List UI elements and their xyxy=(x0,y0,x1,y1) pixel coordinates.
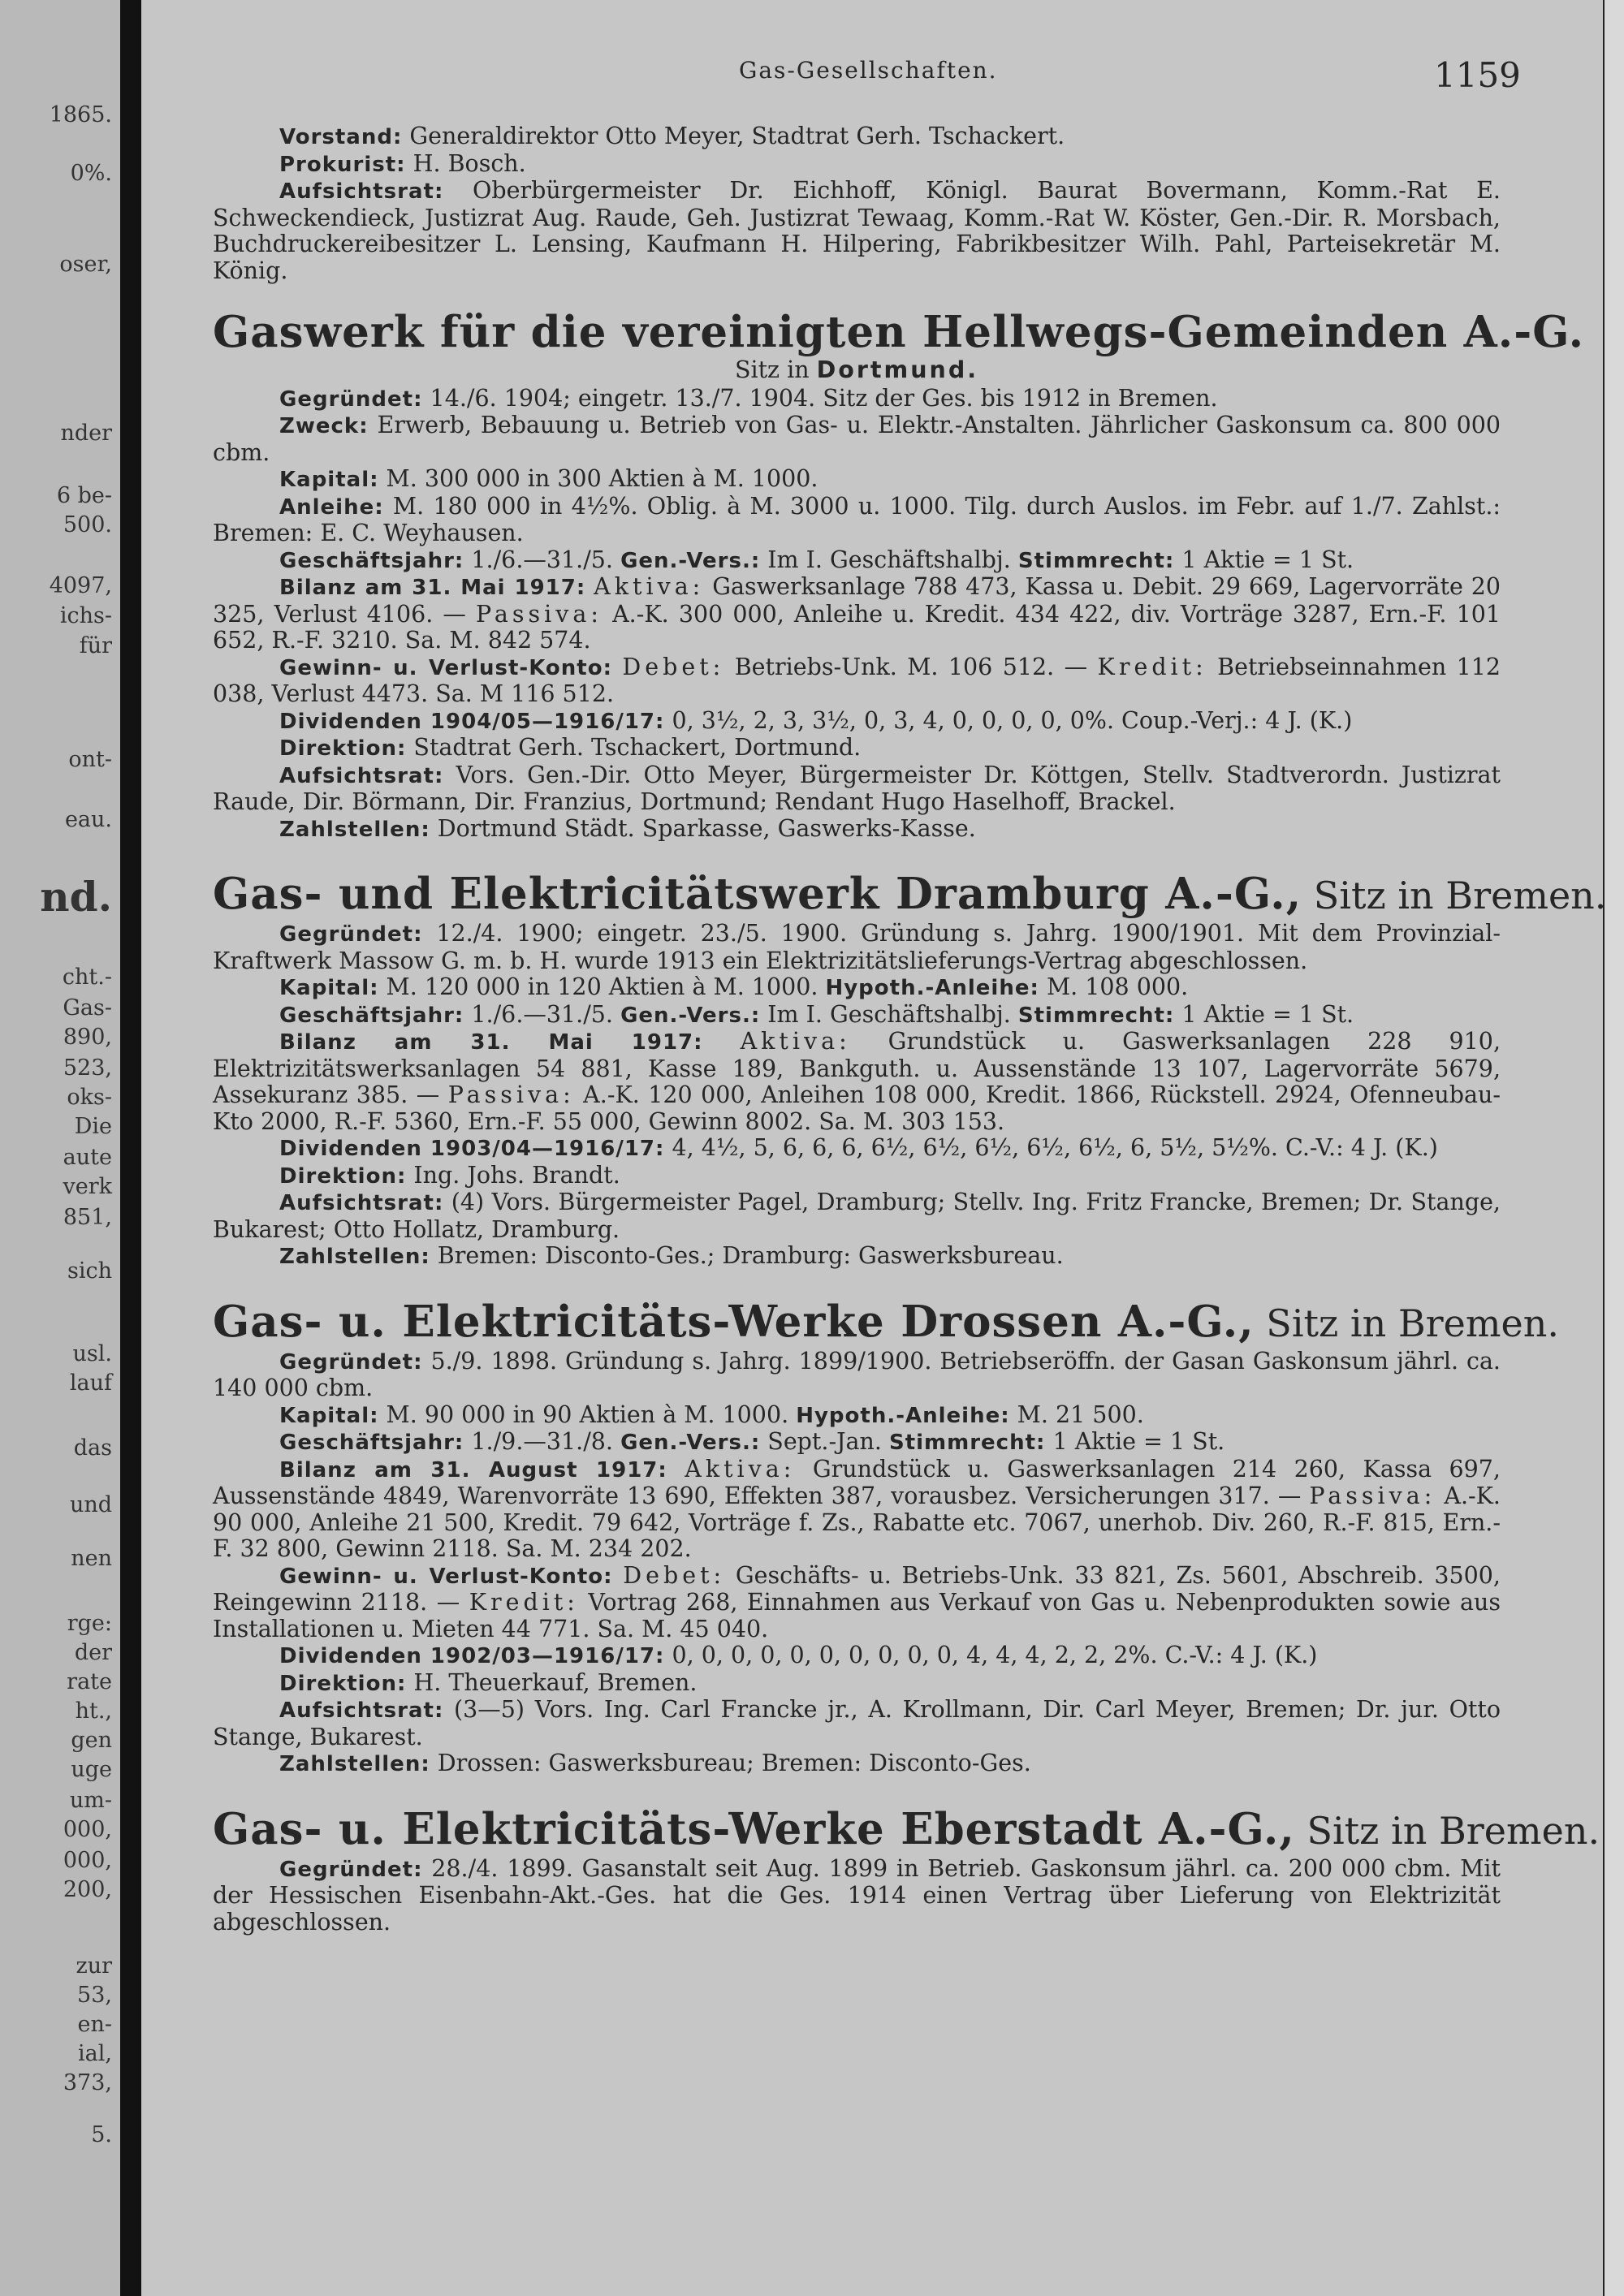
field-value: Im I. Geschäftshalbj. xyxy=(760,1000,1018,1028)
text-column xyxy=(213,123,1607,1936)
left-page-fragment: uge xyxy=(71,1757,112,1782)
entry-direktion xyxy=(213,1670,1501,1698)
field-label: Anleihe: xyxy=(279,494,384,520)
field-value: Drossen: Gaswerksbureau; Bremen: Disconto-Ges. xyxy=(430,1750,1031,1776)
field-value: 0, 3½, 2, 3, 3½, 0, 3, 4, 0, 0, 0, 0, 0%. Coup.-Verj.: 4 J. (K.) xyxy=(664,706,1353,734)
field-value: 0, 0, 0, 0, 0, 0, 0, 0, 0, 0, 4, 4, 4, 2, 2, 2%. C.-V.: 4 J. (K.) xyxy=(664,1642,1318,1668)
left-page-fragment: aute xyxy=(63,1145,112,1170)
field-value: 4, 4½, 5, 6, 6, 6, 6½, 6½, 6½, 6½, 6½, 6, 5½, 5½%. C.-V.: 4 J. (K.) xyxy=(664,1134,1438,1161)
field-value: 5./9. 1898. Gründung s. Jahrg. 1899/1900. Betriebseröffn. der Gasan Gaskonsum jährl. ca. 140 000 cbm. xyxy=(213,1347,1501,1401)
entry-gegruendet xyxy=(213,1349,1501,1402)
entry-bilanz xyxy=(213,1457,1501,1563)
company-name: Gas- u. Elektricitäts-Werke Drossen A.-G., xyxy=(213,1296,1255,1347)
debet-label: Debet: xyxy=(622,653,725,680)
company-title-hellwegs: Gaswerk für die vereinigten Hellwegs-Gemeinden A.-G. xyxy=(213,307,1585,357)
field-value: Sept.-Jan. xyxy=(760,1428,889,1455)
entry-bilanz xyxy=(213,1029,1501,1135)
left-page-fragment: nen xyxy=(71,1546,112,1571)
left-page-fragment: der xyxy=(74,1640,112,1665)
left-page-fragment: rate xyxy=(67,1669,112,1694)
field-value: Dortmund Städt. Sparkasse, Gaswerks-Kasse. xyxy=(430,814,976,842)
field-label: Zahlstellen: xyxy=(279,817,430,842)
field-label: Aufsichtsrat: xyxy=(279,179,444,204)
entry-kapital xyxy=(213,974,1501,1002)
left-page-fragment: 53, xyxy=(77,1983,112,2008)
field-label: Kapital: xyxy=(279,468,379,492)
debet-label: Debet: xyxy=(623,1561,726,1589)
field-label: Aufsichtsrat: xyxy=(279,763,444,788)
entry-dividenden xyxy=(213,1642,1501,1670)
entry-gegruendet xyxy=(213,386,1501,413)
field-label: Stimmrecht: xyxy=(1017,1003,1175,1028)
field-label: Dividenden 1903/04—1916/17: xyxy=(279,1137,665,1161)
field-value: 1 Aktie = 1 St. xyxy=(1174,546,1354,573)
field-label: Hypoth.-Anleihe: xyxy=(796,1403,1010,1428)
left-page-fragment: lauf xyxy=(69,1370,112,1396)
entry-gegruendet xyxy=(213,921,1501,974)
intro-vorstand xyxy=(213,123,1501,151)
field-value: Oberbürgermeister Dr. Eichhoff, Königl. Baurat Bovermann, Komm.-Rat E. Schweckendieck, Justizrat Aug. Raude, Geh. Justizrat Tewaag, Komm.-Rat W. Köster, Gen.-Dir. R. Morsbach, Buchdruckereibesitzer L. Lensing, Kaufmann H. Hilpering, Fabrikbesitzer Wilh. Pahl, Parteisekretär M. König. xyxy=(213,177,1501,284)
field-label: Direktion: xyxy=(279,1163,407,1189)
entry-gegruendet xyxy=(213,1856,1501,1936)
field-label: Prokurist: xyxy=(279,152,406,177)
company-seat xyxy=(213,357,1501,384)
field-label: Gen.-Vers.: xyxy=(620,1003,761,1028)
field-label: Kapital: xyxy=(279,1403,379,1428)
field-value: 1 Aktie = 1 St. xyxy=(1045,1428,1225,1455)
entry-dividenden xyxy=(213,708,1501,736)
seat-prefix: Sitz in xyxy=(734,356,817,383)
company-name: Gas- und Elektricitätswerk Dramburg A.-G., xyxy=(213,869,1302,919)
kredit-label: Kredit: xyxy=(469,1589,579,1616)
field-value: Vortrag 268, Einnahmen aus Verkauf von Gas u. Nebenprodukten sowie aus Installationen u. Mieten 44 771. Sa. M. 45 040. xyxy=(213,1589,1501,1642)
field-value: H. Theuerkauf, Bremen. xyxy=(406,1668,698,1696)
field-label: Vorstand: xyxy=(279,125,403,149)
left-page-fragment: sich xyxy=(67,1258,112,1284)
field-label: Geschäftsjahr: xyxy=(279,1003,464,1028)
field-value: A.-K. 300 000, Anleihe u. Kredit. 434 422, div. Vorträge 3287, Ern.-F. 101 652, R.-F. 3210. Sa. M. 842 574. xyxy=(213,600,1501,654)
field-value: 1 Aktie = 1 St. xyxy=(1174,1000,1354,1028)
field-value: 12./4. 1900; eingetr. 23./5. 1900. Gründung s. Jahrg. 1900/1901. Mit dem Provinzial-Kraftwerk Massow G. m. b. H. wurde 1913 ein Elektrizitätslieferungs-Vertrag abgeschlossen. xyxy=(213,920,1501,974)
company-seat: Sitz in Bremen. xyxy=(1302,874,1607,917)
field-value: 1./9.—31./8. xyxy=(464,1428,621,1455)
aktiva-label: Aktiva: xyxy=(740,1028,851,1055)
field-label: Gewinn- u. Verlust-Konto: xyxy=(279,655,612,680)
field-value: M. 180 000 in 4½%. Oblig. à M. 3000 u. 1000. Tilg. durch Auslos. im Febr. auf 1./7. Zahlst.: Bremen: E. C. Weyhausen. xyxy=(213,492,1501,546)
left-page-fragment: für xyxy=(79,633,112,658)
entry-guv xyxy=(213,1563,1501,1643)
company-seat: Sitz in Bremen. xyxy=(1254,1301,1559,1345)
left-page-fragment: en- xyxy=(77,2012,112,2037)
field-label: Bilanz am 31. August 1917: xyxy=(279,1457,667,1482)
field-label: Geschäftsjahr: xyxy=(279,548,464,573)
left-page-fragment: rge: xyxy=(67,1611,112,1636)
entry-aufsichtsrat xyxy=(213,762,1501,816)
left-page-fragment: Gas- xyxy=(63,995,112,1021)
left-page-fragment: verk xyxy=(63,1174,112,1199)
entry-geschaeftsjahr xyxy=(213,1429,1501,1457)
right-page-edge xyxy=(1603,0,1624,2296)
entry-anleihe xyxy=(213,494,1501,547)
field-value: 1./6.—31./5. xyxy=(464,546,621,573)
left-page-fragment: 5. xyxy=(91,2122,112,2147)
left-page-fragment: 373, xyxy=(63,2070,112,2095)
field-label: Zahlstellen: xyxy=(279,1245,430,1269)
field-value: M. 21 500. xyxy=(1009,1400,1144,1428)
left-page-fragment: Die xyxy=(74,1114,112,1139)
left-page-fragment: cht.- xyxy=(62,965,112,990)
entry-kapital xyxy=(213,466,1501,494)
passiva-label: Passiva: xyxy=(447,1081,575,1108)
field-value: Erwerb, Bebauung u. Betrieb von Gas- u. Elektr.-Anstalten. Jährlicher Gaskonsum ca. 800 000 cbm. xyxy=(213,412,1501,466)
field-value: Stadtrat Gerh. Tschackert, Dortmund. xyxy=(406,734,862,761)
left-page-fragment: das xyxy=(73,1435,112,1461)
field-value: Grundstück u. Gaswerksanlagen 214 260, Kassa 697, Aussenstände 4849, Warenvorräte 13 690, Effekten 387, vorausbez. Versicherungen 317. — xyxy=(213,1455,1501,1509)
passiva-label: Passiva: xyxy=(1309,1482,1436,1509)
field-value: H. Bosch. xyxy=(405,149,526,177)
field-label: Dividenden 1904/05—1916/17: xyxy=(279,709,665,734)
field-label: Stimmrecht: xyxy=(1017,548,1175,573)
field-label: Gegründet: xyxy=(279,1349,423,1375)
entry-aufsichtsrat xyxy=(213,1189,1501,1243)
left-page-fragment: nd. xyxy=(40,873,112,921)
field-label: Geschäftsjahr: xyxy=(279,1431,464,1455)
left-page-fragment: nder xyxy=(60,421,112,446)
left-page-fragment: 500. xyxy=(63,512,112,537)
intro-aufsichtsrat xyxy=(213,178,1501,284)
field-value: (4) Vors. Bürgermeister Pagel, Dramburg; Stellv. Ing. Fritz Francke, Bremen; Dr. Stange, Bukarest; Otto Hollatz, Dramburg. xyxy=(213,1189,1501,1243)
company-title-drossen xyxy=(213,1296,1559,1349)
field-value: M. 120 000 in 120 Aktien à M. 1000. xyxy=(378,973,826,1000)
field-label: Zahlstellen: xyxy=(279,1752,430,1776)
left-page-fragment: 200, xyxy=(63,1877,112,1902)
field-value: 14./6. 1904; eingetr. 13./7. 1904. Sitz der Ges. bis 1912 in Bremen. xyxy=(422,384,1218,412)
field-value: Grundstück u. Gaswerksanlagen 228 910, Elektrizitätswerksanlagen 54 881, Kasse 189, Bankguth. u. Aussenstände 13 107, Lagervorräte 5679, Assekuranz 385. — xyxy=(213,1028,1501,1108)
left-page-fragment: oser, xyxy=(59,252,112,277)
field-label: Gewinn- u. Verlust-Konto: xyxy=(279,1564,613,1589)
field-label: Direktion: xyxy=(279,736,407,761)
left-page-fragment: eau. xyxy=(64,807,112,832)
left-page-fragment: um- xyxy=(69,1788,112,1813)
field-value: M. 108 000. xyxy=(1039,973,1189,1000)
left-page-fragment: 000, xyxy=(63,1848,112,1873)
entry-zahlstellen xyxy=(213,816,1501,844)
field-value: Betriebseinnahmen 112 038, Verlust 4473. Sa. M 116 512. xyxy=(213,653,1501,707)
field-label: Aufsichtsrat: xyxy=(279,1191,444,1215)
company-seat: Sitz in Bremen. xyxy=(1294,1808,1600,1853)
field-label: Bilanz am 31. Mai 1917: xyxy=(279,576,586,600)
field-label: Aufsichtsrat: xyxy=(279,1698,444,1723)
field-label: Gen.-Vers.: xyxy=(620,1431,761,1455)
field-label: Gegründet: xyxy=(279,1857,423,1882)
field-label: Zweck: xyxy=(279,414,369,438)
field-label: Kapital: xyxy=(279,976,379,1000)
entry-geschaeftsjahr xyxy=(213,1002,1501,1029)
field-label: Gegründet: xyxy=(279,386,423,412)
aktiva-label: Aktiva: xyxy=(594,573,705,600)
left-page-fragment: usl. xyxy=(72,1341,112,1366)
field-value: (3—5) Vors. Ing. Carl Francke jr., A. Krollmann, Dir. Carl Meyer, Bremen; Dr. jur. Otto Stange, Bukarest. xyxy=(213,1696,1501,1750)
field-value: A.-K. 90 000, Anleihe 21 500, Kredit. 79 642, Vorträge f. Zs., Rabatte etc. 7067, unerhob. Div. 260, R.-F. 815, Ern.-F. 32 800, Gewinn 2118. Sa. M. 234 202. xyxy=(213,1482,1501,1562)
field-value: Bremen: Disconto-Ges.; Dramburg: Gaswerksbureau. xyxy=(430,1242,1064,1269)
company-title-eberstadt xyxy=(213,1803,1600,1856)
field-value: M. 300 000 in 300 Aktien à M. 1000. xyxy=(378,465,818,492)
field-label: Gegründet: xyxy=(279,922,423,947)
left-page-fragment: zur xyxy=(76,1953,112,1979)
aktiva-label: Aktiva: xyxy=(685,1455,796,1482)
field-value: M. 90 000 in 90 Aktien à M. 1000. xyxy=(378,1400,797,1428)
left-page-fragment: 0%. xyxy=(70,161,112,186)
field-value: Ing. Johs. Brandt. xyxy=(406,1161,620,1189)
left-page-fragment: 000, xyxy=(63,1817,112,1842)
left-page-fragment: ichs- xyxy=(59,603,112,628)
left-page-fragment: ont- xyxy=(68,747,112,772)
field-label: Gen.-Vers.: xyxy=(620,548,761,573)
company-title-dramburg xyxy=(213,869,1607,921)
left-page-fragment: gen xyxy=(71,1728,112,1753)
left-page-fragment: 523, xyxy=(63,1055,112,1081)
seat-city: Dortmund. xyxy=(816,356,979,383)
kredit-label: Kredit: xyxy=(1097,653,1207,680)
entry-kapital xyxy=(213,1402,1501,1430)
field-value: 28./4. 1899. Gasanstalt seit Aug. 1899 in Betrieb. Gaskonsum jährl. ca. 200 000 cbm. Mit der Hessischen Eisenbahn-Akt.-Ges. hat die Ges. 1914 einen Vertrag über Lieferung von Elektrizität abgeschlossen. xyxy=(213,1854,1501,1936)
field-value: A.-K. 120 000, Anleihen 108 000, Kredit. 1866, Rückstell. 2924, Ofenneubau-Kto 2000, R.-F. 5360, Ern.-F. 55 000, Gewinn 8002. Sa. M. 303 153. xyxy=(213,1081,1501,1135)
left-page-fragment: 1865. xyxy=(49,102,112,127)
entry-bilanz xyxy=(213,574,1501,654)
left-page-fragment: oks- xyxy=(67,1085,112,1110)
field-label: Hypoth.-Anleihe: xyxy=(825,976,1039,1000)
field-value: Im I. Geschäftshalbj. xyxy=(760,546,1018,573)
entry-geschaeftsjahr xyxy=(213,547,1501,575)
entry-aufsichtsrat xyxy=(213,1697,1501,1750)
field-label: Stimmrecht: xyxy=(888,1431,1046,1455)
field-value: Vors. Gen.-Dir. Otto Meyer, Bürgermeister Dr. Köttgen, Stellv. Stadtverordn. Justizrat Raude, Dir. Börmann, Dir. Franzius, Dortmund; Rendant Hugo Haselhoff, Brackel. xyxy=(213,761,1501,815)
left-page-fragment: 6 be- xyxy=(56,483,112,508)
left-page-fragment: 4097, xyxy=(49,573,112,598)
running-head: Gas-Gesellschaften. xyxy=(739,57,998,84)
entry-zahlstellen xyxy=(213,1750,1501,1778)
field-value: Geschäfts- u. Betriebs-Unk. 33 821, Zs. 5601, Abschreib. 3500, Reingewinn 2118. — xyxy=(213,1561,1501,1616)
field-value: Generaldirektor Otto Meyer, Stadtrat Gerh. Tschackert. xyxy=(402,123,1065,149)
page-number: 1159 xyxy=(1434,55,1521,95)
left-page-fragment: ial, xyxy=(78,2041,112,2066)
field-value: Betriebs-Unk. M. 106 512. — xyxy=(724,653,1098,680)
left-page-fragment: 890, xyxy=(63,1025,112,1050)
entry-direktion xyxy=(213,1163,1501,1190)
entry-guv xyxy=(213,654,1501,708)
field-label: Bilanz am 31. Mai 1917: xyxy=(279,1030,703,1055)
entry-dividenden xyxy=(213,1135,1501,1163)
intro-prokurist xyxy=(213,151,1501,179)
entry-zweck xyxy=(213,412,1501,466)
entry-direktion xyxy=(213,735,1501,762)
field-value: Gaswerksanlage 788 473, Kassa u. Debit. 29 669, Lagervorräte 20 325, Verlust 4106. — xyxy=(213,573,1501,628)
field-value: 1./6.—31./5. xyxy=(464,1000,621,1028)
binding-gutter xyxy=(120,0,141,2296)
left-page-fragment: und xyxy=(69,1492,112,1517)
field-label: Dividenden 1902/03—1916/17: xyxy=(279,1644,665,1668)
field-label: Direktion: xyxy=(279,1671,407,1696)
left-page-fragment: ht., xyxy=(75,1698,112,1724)
left-page-fragment: 851, xyxy=(63,1205,112,1230)
company-name: Gas- u. Elektricitäts-Werke Eberstadt A.-G., xyxy=(213,1803,1295,1854)
entry-zahlstellen xyxy=(213,1243,1501,1271)
passiva-label: Passiva: xyxy=(476,600,603,628)
